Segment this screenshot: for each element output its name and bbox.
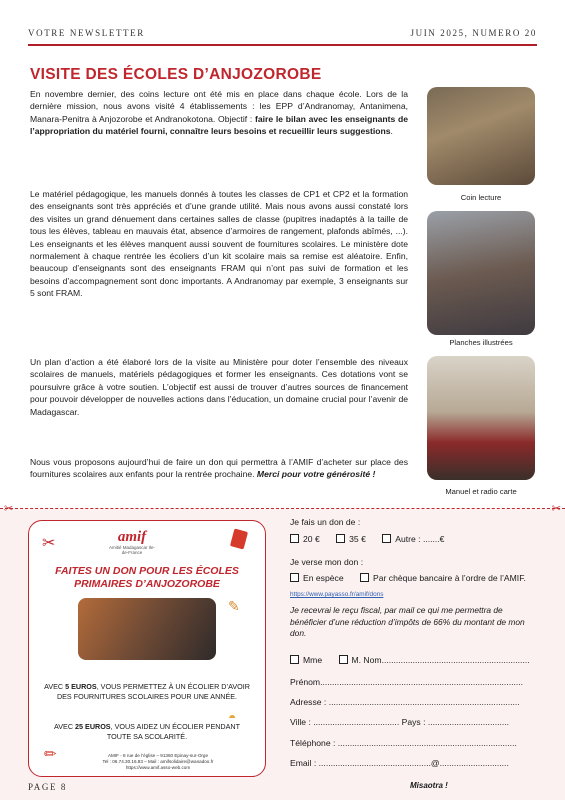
checkbox-35[interactable] [336, 534, 345, 543]
contact-line: Tel : 06.74.30.16.83 – Mail : amifsolidaire@wanadoo.fr [102, 759, 214, 764]
donation-title: FAITES UN DON POUR LES ÉCOLES PRIMAIRES D’ANJOZOROBE [55, 565, 239, 590]
name-field[interactable]: M. Nom.............................................................. [351, 655, 530, 665]
t2-amount: 25 EUROS [75, 722, 111, 731]
checkbox-mme[interactable] [290, 655, 299, 664]
checkbox-cash[interactable] [290, 573, 299, 582]
paragraph-2: Le matériel pédagogique, les manuels donnés à toutes les classes de CP1 et CP2 et la formation des enseignants sont très appréciés et d’une grande utilité. Mais nous avons aussi constaté lors des visites un grand dénuement dans certaines salles de classe (pupitres inadaptés à la taille de tous les élèves, tableau en mauvais état, absence d’armoires de rangement, plafonds abîmés, ...). Les enseignants et les élèves manquent aussi souvent de fournitures scolaires. Le ministère dote normalement à chaque rentrée les écoliers d’un kit scolaire mais sa remise est aléatoire. Enfin, beaucoup d’enseignants sont des enseignants FRAM qui n’ont pas suivi de formation et les besoins d’accompagnement sont donc importants. A Andranomay par exemple, 3 enseignants sur 5 sont FRAM. [30, 189, 408, 299]
address-line: AMIF - 8 rue de l’église – 91360 Epinay-sur-Orge [107, 753, 209, 758]
checkbox-20[interactable] [290, 534, 299, 543]
payasso-link[interactable]: https://www.payasso.fr/amif/dons [290, 591, 384, 598]
fiscal-note: Je recevrai le reçu fiscal, par mail ce qui me permettra de bénéficier d’une réduction d’impôts de 66% du montant de mon don. [290, 605, 525, 638]
crayons-icon: ✏ [44, 746, 57, 763]
prenom-field[interactable]: Prénom..................................................................................... [290, 677, 524, 687]
don-label: Je fais un don de : [290, 517, 361, 527]
p4-thanks: Merci pour votre générosité ! [256, 469, 376, 480]
civility-row [290, 655, 540, 665]
scissors-icon: ✂ [4, 503, 14, 515]
caption-coin-lecture: Coin lecture [460, 193, 502, 202]
payment-options [290, 573, 540, 583]
email-field[interactable]: Email : ...............................................@............................. [290, 758, 509, 768]
amif-logo [108, 530, 156, 558]
checkbox-m[interactable] [339, 655, 348, 664]
logo-subtitle: Amitié Madagascar Ile-de-France [108, 545, 156, 555]
page-number: PAGE 8 [28, 782, 68, 792]
checkbox-cheque[interactable] [360, 573, 369, 582]
donation-25-euros [42, 722, 252, 741]
opt-cheque: Par chèque bancaire à l’ordre de l’AMIF. [373, 573, 526, 583]
opt-cash: En espèce [303, 573, 344, 583]
newsletter-header [28, 28, 537, 42]
amif-address [70, 753, 246, 771]
photo-planches-illustrees [427, 211, 535, 335]
city-country-row [290, 717, 540, 727]
opt-20: 20 € [303, 534, 320, 544]
t1-amount: 5 EUROS [65, 682, 97, 691]
t2-c: , VOUS AIDEZ UN ÉCOLIER PENDANT TOUTE SA SCOLARITÉ. [106, 722, 240, 741]
mme-label: Mme [303, 655, 323, 665]
ville-field[interactable]: Ville : .................................... [290, 717, 400, 727]
p1-end: . [390, 126, 393, 137]
website-line: https://www.amif.asso-web.com [125, 765, 191, 770]
protractor-icon: ◓ [228, 709, 237, 725]
t2-a: AVEC [53, 722, 76, 731]
pencil-icon: ✎ [228, 598, 240, 614]
cut-line [0, 508, 565, 509]
opt-35: 35 € [349, 534, 366, 544]
photo-coin-lecture [427, 87, 535, 185]
scissors-icon: ✂ [551, 503, 561, 515]
checkbox-other[interactable] [382, 534, 391, 543]
mode-label: Je verse mon don : [290, 557, 364, 567]
logo-word: amif [117, 529, 147, 545]
amount-options [290, 534, 540, 544]
footer-thanks: Misaotra ! [410, 781, 448, 790]
t1-c: , VOUS PERMETTEZ À UN ÉCOLIER D’AVOIR DES FOURNITURES SCOLAIRES POUR UNE ANNÉE. [56, 682, 250, 701]
caption-manuel-radio: Manuel et radio carte [445, 487, 517, 496]
pays-field[interactable]: Pays : .................................. [401, 717, 510, 727]
paragraph-1 [30, 88, 408, 138]
opt-other: Autre : .......€ [395, 534, 445, 544]
header-rule [28, 44, 537, 46]
donation-5-euros [42, 682, 252, 701]
header-issue: JUIN 2025, NUMERO 20 [410, 28, 537, 38]
adresse-field[interactable]: Adresse : ................................................................................ [290, 697, 520, 707]
p1-text: En novembre dernier, des coins lecture ont été mis en place dans chaque école. Lors de la dernière mission, nous avons visité 4 établissements : les EPP d’Andranomay, Antanimena, Manara-Penitra à Anjozorobe et Andranokotona. Objectif : [30, 89, 408, 124]
p1-bold: faire le bilan avec les enseignants de l’appropriation du matériel fourni, connaître leurs besoins et recueillir leurs suggestions [30, 113, 408, 137]
p4-text: Nous vous proposons aujourd’hui de faire un don qui permettra à l’AMIF d’acheter sur place des fournitures scolaires aux enfants pour la rentrée prochaine. [30, 457, 408, 480]
header-title: VOTRE NEWSLETTER [28, 28, 145, 38]
donation-photo [78, 598, 216, 660]
caption-planches: Planches illustrées [449, 338, 513, 347]
telephone-field[interactable]: Téléphone : ........................................................................... [290, 738, 517, 748]
t1-a: AVEC [44, 682, 66, 691]
paragraph-3: Un plan d’action a été élaboré lors de la visite au Ministère pour doter l’ensemble des niveaux scolaires de manuels, matériels pédagogiques et former les enseignants. Ces dotations vont se poursuivre grâce à votre soutien. L’objectif est aussi de trouver d’autres sources de financement pour pouvoir développer de nouvelles actions dans l’éducation, un domaine crucial pour l’avenir de Madagascar. [30, 357, 408, 417]
photo-manuel-radio [427, 356, 535, 480]
paragraph-4 [30, 456, 408, 481]
article-title: VISITE DES ÉCOLES D’ANJOZOROBE [30, 66, 322, 83]
scissors-icon: ✂ [42, 535, 56, 552]
